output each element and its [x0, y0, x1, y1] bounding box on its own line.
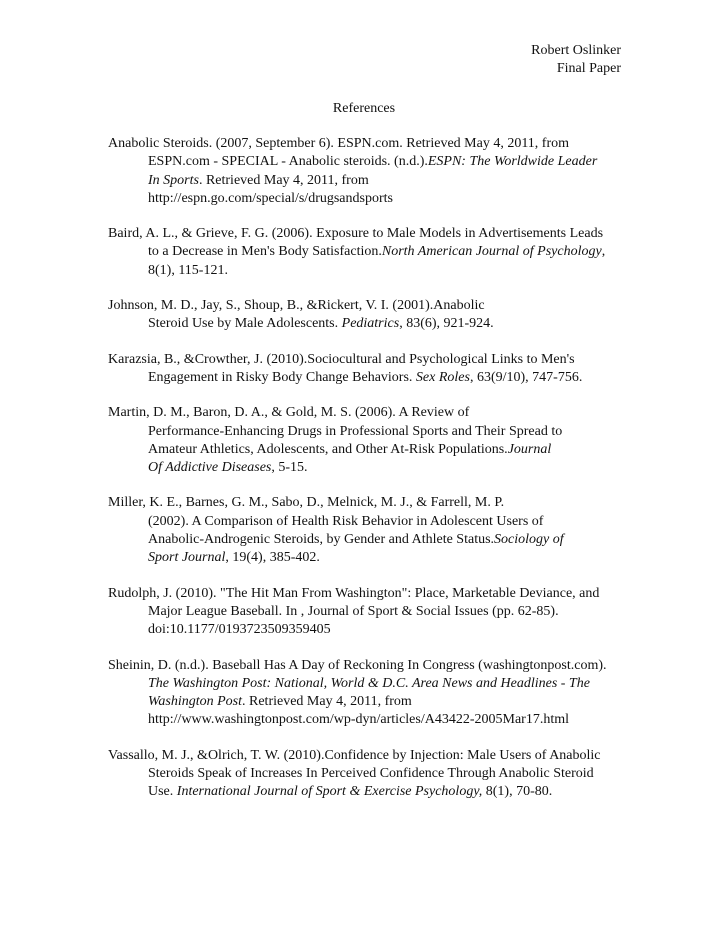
reference-text: doi:10.1177/0193723509359405: [148, 622, 331, 638]
reference-line: [108, 765, 628, 783]
reference-text: ESPN.com - SPECIAL - Anabolic steroids. (n.d.).: [148, 154, 428, 170]
reference-list: [108, 135, 628, 819]
reference-entry: [108, 297, 628, 334]
italic-text: In Sports: [148, 172, 199, 188]
reference-entry: [108, 404, 628, 477]
reference-entry: [108, 747, 628, 802]
italic-text: The Washington Post: National, World & D.C. Area News and Headlines - The: [148, 675, 590, 691]
page-title: References: [332, 101, 396, 116]
reference-text: , 83(6), 921-924.: [399, 316, 494, 332]
italic-text: North American Journal of Psychology: [381, 244, 602, 260]
reference-text: Vassallo, M. J., &Olrich, T. W. (2010).Confidence by Injection: Male Users of Anabolic: [108, 747, 601, 763]
reference-text: Engagement in Risky Body Change Behaviors.: [148, 369, 416, 385]
italic-text: Washington Post: [148, 694, 242, 710]
italic-text: Sport Journal: [148, 550, 226, 566]
reference-line: [108, 621, 628, 639]
reference-text: to a Decrease in Men's Body Satisfaction.: [148, 244, 382, 260]
reference-line: [108, 297, 628, 315]
reference-entry: [108, 225, 628, 280]
reference-line: [108, 675, 628, 693]
italic-text: ESPN: The Worldwide Leader: [427, 154, 598, 170]
reference-text: , 19(4), 385-402.: [225, 550, 320, 566]
reference-text: Steroid Use by Male Adolescents.: [148, 316, 342, 332]
reference-text: . Retrieved May 4, 2011, from: [198, 172, 369, 188]
document-type: Final Paper: [556, 61, 621, 76]
reference-line: [108, 315, 628, 333]
reference-line: [108, 369, 628, 387]
reference-text: Karazsia, B., &Crowther, J. (2010).Sociocultural and Psychological Links to Men's: [108, 351, 575, 367]
reference-line: [108, 243, 628, 261]
reference-line: [108, 172, 628, 190]
reference-entry: [108, 494, 628, 567]
reference-text: Johnson, M. D., Jay, S., Shoup, B., &Rickert, V. I. (2001).Anabolic: [108, 298, 485, 314]
reference-text: , 5-15.: [271, 460, 308, 476]
reference-entry: [108, 351, 628, 388]
reference-line: [108, 459, 628, 477]
reference-line: [108, 783, 628, 801]
reference-line: [108, 693, 628, 711]
reference-entry: [108, 135, 628, 208]
reference-text: . Retrieved May 4, 2011, from: [242, 694, 412, 710]
reference-line: [108, 404, 628, 422]
reference-text: Miller, K. E., Barnes, G. M., Sabo, D., Melnick, M. J., & Farrell, M. P.: [108, 495, 505, 511]
reference-line: [108, 585, 628, 603]
page-header: [531, 42, 621, 78]
reference-line: [108, 423, 628, 441]
reference-line: [108, 549, 628, 567]
reference-text: Major League Baseball. In , Journal of Sport & Social Issues (pp. 62-85).: [148, 603, 559, 619]
reference-text: Performance-Enhancing Drugs in Professional Sports and Their Spread to: [148, 423, 563, 439]
reference-text: 8(1), 115-121.: [148, 262, 228, 278]
author-name: Robert Oslinker: [531, 43, 621, 58]
reference-line: [108, 747, 628, 765]
reference-line: [108, 657, 628, 675]
italic-text: Of Addictive Diseases: [148, 460, 272, 476]
reference-text: (2002). A Comparison of Health Risk Behavior in Adolescent Users of: [148, 513, 544, 529]
reference-line: [108, 135, 628, 153]
italic-text: International Journal of Sport & Exercise Psychology,: [176, 784, 483, 800]
reference-entry: [108, 585, 628, 640]
reference-text: Martin, D. M., Baron, D. A., & Gold, M. S. (2006). A Review of: [108, 405, 470, 421]
italic-text: Sociology of: [494, 532, 564, 548]
reference-line: [108, 711, 628, 729]
reference-text: Sheinin, D. (n.d.). Baseball Has A Day of Reckoning In Congress (washingtonpost.com).: [108, 657, 607, 673]
reference-line: [108, 513, 628, 531]
reference-text: Steroids Speak of Increases In Perceived Confidence Through Anabolic Steroid: [148, 766, 594, 782]
reference-line: [108, 441, 628, 459]
reference-text: Anabolic Steroids. (2007, September 6). ESPN.com. Retrieved May 4, 2011, from: [108, 136, 570, 151]
italic-text: Sex Roles: [415, 369, 470, 385]
reference-line: [108, 531, 628, 549]
italic-text: Journal: [507, 441, 552, 457]
reference-text: 8(1), 70-80.: [482, 784, 553, 800]
reference-line: [108, 225, 628, 243]
reference-line: [108, 190, 628, 208]
reference-text: http://espn.go.com/special/s/drugsandsports: [148, 190, 393, 206]
reference-text: Anabolic-Androgenic Steroids, by Gender and Athlete Status.: [148, 532, 495, 548]
reference-line: [108, 494, 628, 512]
reference-text: Baird, A. L., & Grieve, F. G. (2006). Exposure to Male Models in Advertisements Leads: [108, 226, 604, 242]
reference-text: , 63(9/10), 747-756.: [469, 369, 583, 385]
reference-text: Use.: [148, 784, 177, 800]
reference-text: http://www.washingtonpost.com/wp-dyn/articles/A43422-2005Mar17.html: [148, 712, 569, 728]
reference-text: Amateur Athletics, Adolescents, and Other At-Risk Populations.: [148, 441, 508, 457]
reference-text: ,: [601, 244, 606, 260]
reference-line: [108, 603, 628, 621]
reference-entry: [108, 657, 628, 730]
reference-line: [108, 351, 628, 369]
italic-text: Pediatrics: [341, 316, 400, 332]
reference-text: Rudolph, J. (2010). "The Hit Man From Washington": Place, Marketable Deviance, and: [108, 585, 600, 601]
reference-line: [108, 153, 628, 171]
reference-line: [108, 262, 628, 280]
